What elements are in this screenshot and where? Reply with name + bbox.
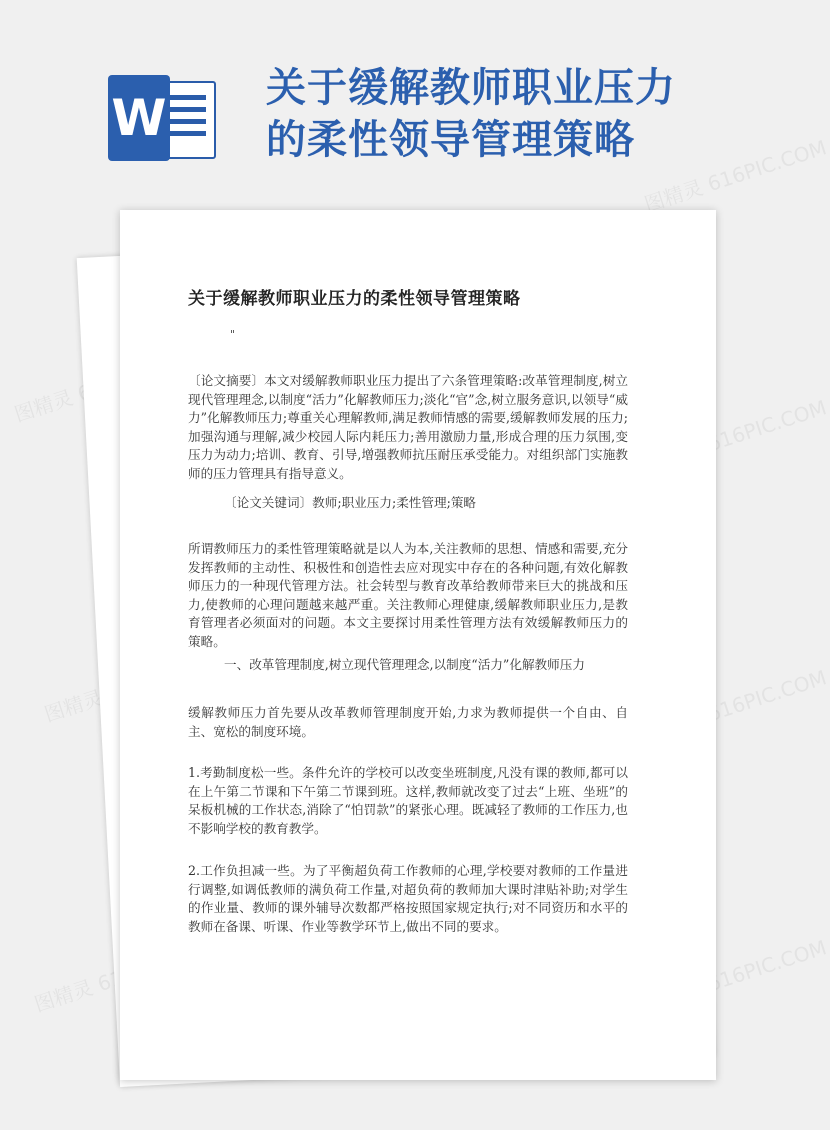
banner-title-line1: 关于缓解教师职业压力 bbox=[266, 65, 676, 111]
stray-mark: " bbox=[230, 328, 236, 341]
document-page bbox=[120, 210, 716, 1080]
watermark: 图精灵 616PIC.COM bbox=[641, 935, 830, 1017]
list-item: 2.工作负担减一些。为了平衡超负荷工作教师的心理,学校要对教师的工作量进行调整,如调低教师的满负荷工作量,对超负荷的教师加大课时津贴补助;对学生的作业量、教师的课外辅导次数都严格按照国家规定执行;对不同资历和水平的教师在备课、听课、作业等教学环节上,做出不同的要求。 bbox=[188, 863, 628, 934]
keywords-paragraph: 〔论文关键词〕教师;职业压力;柔性管理;策略 bbox=[224, 495, 477, 510]
watermark: 图精灵 bbox=[31, 975, 96, 1017]
watermark: 图精灵 bbox=[11, 385, 76, 427]
abstract-paragraph: 〔论文摘要〕本文对缓解教师职业压力提出了六条管理策略:改革管理制度,树立现代管理理念,以制度“活力”化解教师压力;淡化“官”念,树立服务意识,以领导“威力”化解教师压力;尊重关心理解教师,满足教师情感的需要,缓解教师发展的压力;加强沟通与理解,减少校园人际内耗压力;善用激励力量,形成合理的压力氛围,变压力为动力;培训、教育、引导,增强教师抗压耐压承受能力。对组织部门实施教师的压力管理具有指导意义。 bbox=[188, 373, 628, 481]
intro-paragraph: 所谓教师压力的柔性管理策略就是以人为本,关注教师的思想、情感和需要,充分发挥教师的主动性、积极性和创造性去应对现实中存在的各种问题,有效化解教师压力的一种现代管理方法。社会转型与教育改革给教师带来巨大的挑战和压力,使教师的心理问题越来越严重。关注教师心理健康,缓解教师职业压力,是教育管理者必须面对的问题。本文主要探讨用柔性管理方法有效缓解教师压力的策略。 bbox=[188, 541, 628, 649]
watermark: 图精灵 bbox=[41, 685, 106, 727]
word-document-icon bbox=[108, 75, 214, 161]
document-title: 关于缓解教师职业压力的柔性领导管理策略 bbox=[188, 289, 521, 309]
watermark: 图精灵 616PIC.COM bbox=[641, 135, 830, 217]
banner-title-line2: 的柔性领导管理策略 bbox=[266, 117, 635, 163]
list-item: 1.考勤制度松一些。条件允许的学校可以改变坐班制度,凡没有课的教师,都可以在上午第二节课和下午第二节课到班。这样,教师就改变了过去“上班、坐班”的呆板机械的工作状态,消除了“怕罚款”的紧张心理。既减轻了教师的工作压力,也不影响学校的教育教学。 bbox=[188, 765, 628, 836]
word-logo-letter: W bbox=[108, 75, 170, 161]
section-heading: 一、改革管理制度,树立现代管理理念,以制度“活力”化解教师压力 bbox=[224, 657, 585, 672]
watermark: 图精灵 616PIC.COM bbox=[641, 665, 830, 747]
watermark: 图精灵 616PIC.COM bbox=[641, 395, 830, 477]
section-intro-paragraph: 缓解教师压力首先要从改革教师管理制度开始,力求为教师提供一个自由、自主、宽松的制度环境。 bbox=[188, 705, 628, 739]
banner-title bbox=[266, 62, 786, 166]
